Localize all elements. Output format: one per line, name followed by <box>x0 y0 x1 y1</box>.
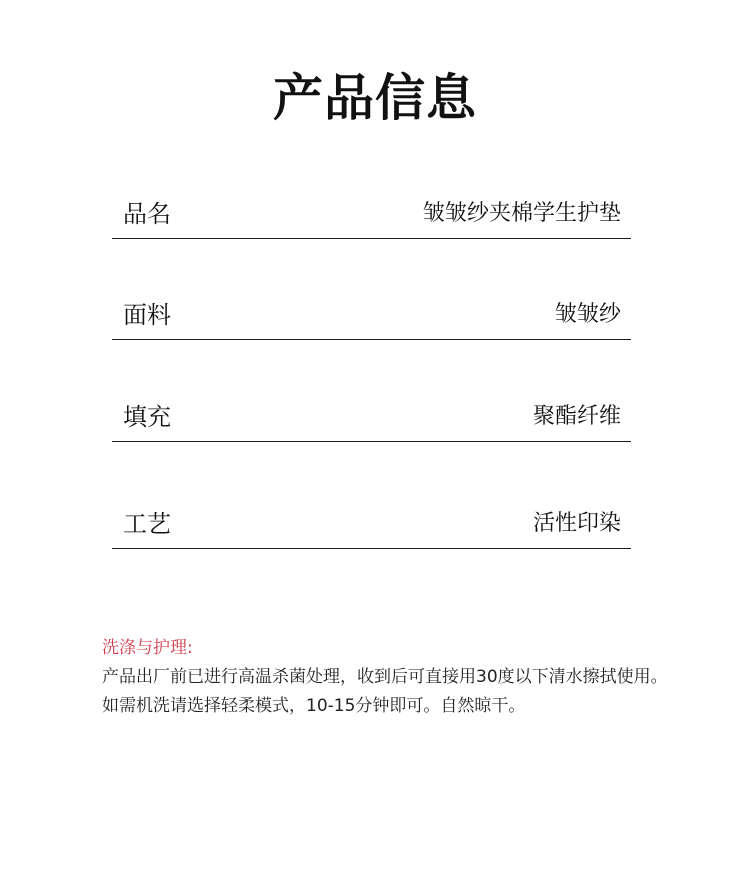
care-text-line: 如需机洗请选择轻柔模式，10-15分钟即可。自然晾干。 <box>102 696 526 716</box>
info-value: 皱皱纱夹棉学生护垫 <box>422 201 621 226</box>
info-label: 工艺 <box>123 510 171 538</box>
info-label: 品名 <box>123 200 171 228</box>
info-row-fabric <box>112 299 631 340</box>
info-label: 面料 <box>123 301 171 329</box>
care-heading: 洗涤与护理: <box>102 638 193 658</box>
info-label: 填充 <box>123 403 171 431</box>
info-value: 聚酯纤维 <box>532 404 621 429</box>
info-value: 活性印染 <box>532 511 621 536</box>
info-row-craft <box>112 508 631 549</box>
info-value: 皱皱纱 <box>554 302 621 327</box>
info-row-filling <box>112 401 631 442</box>
page-title: 产品信息 <box>273 69 477 127</box>
info-row-name <box>112 198 631 239</box>
care-text-line: 产品出厂前已进行高温杀菌处理，收到后可直接用30度以下清水擦拭使用。 <box>102 667 668 687</box>
